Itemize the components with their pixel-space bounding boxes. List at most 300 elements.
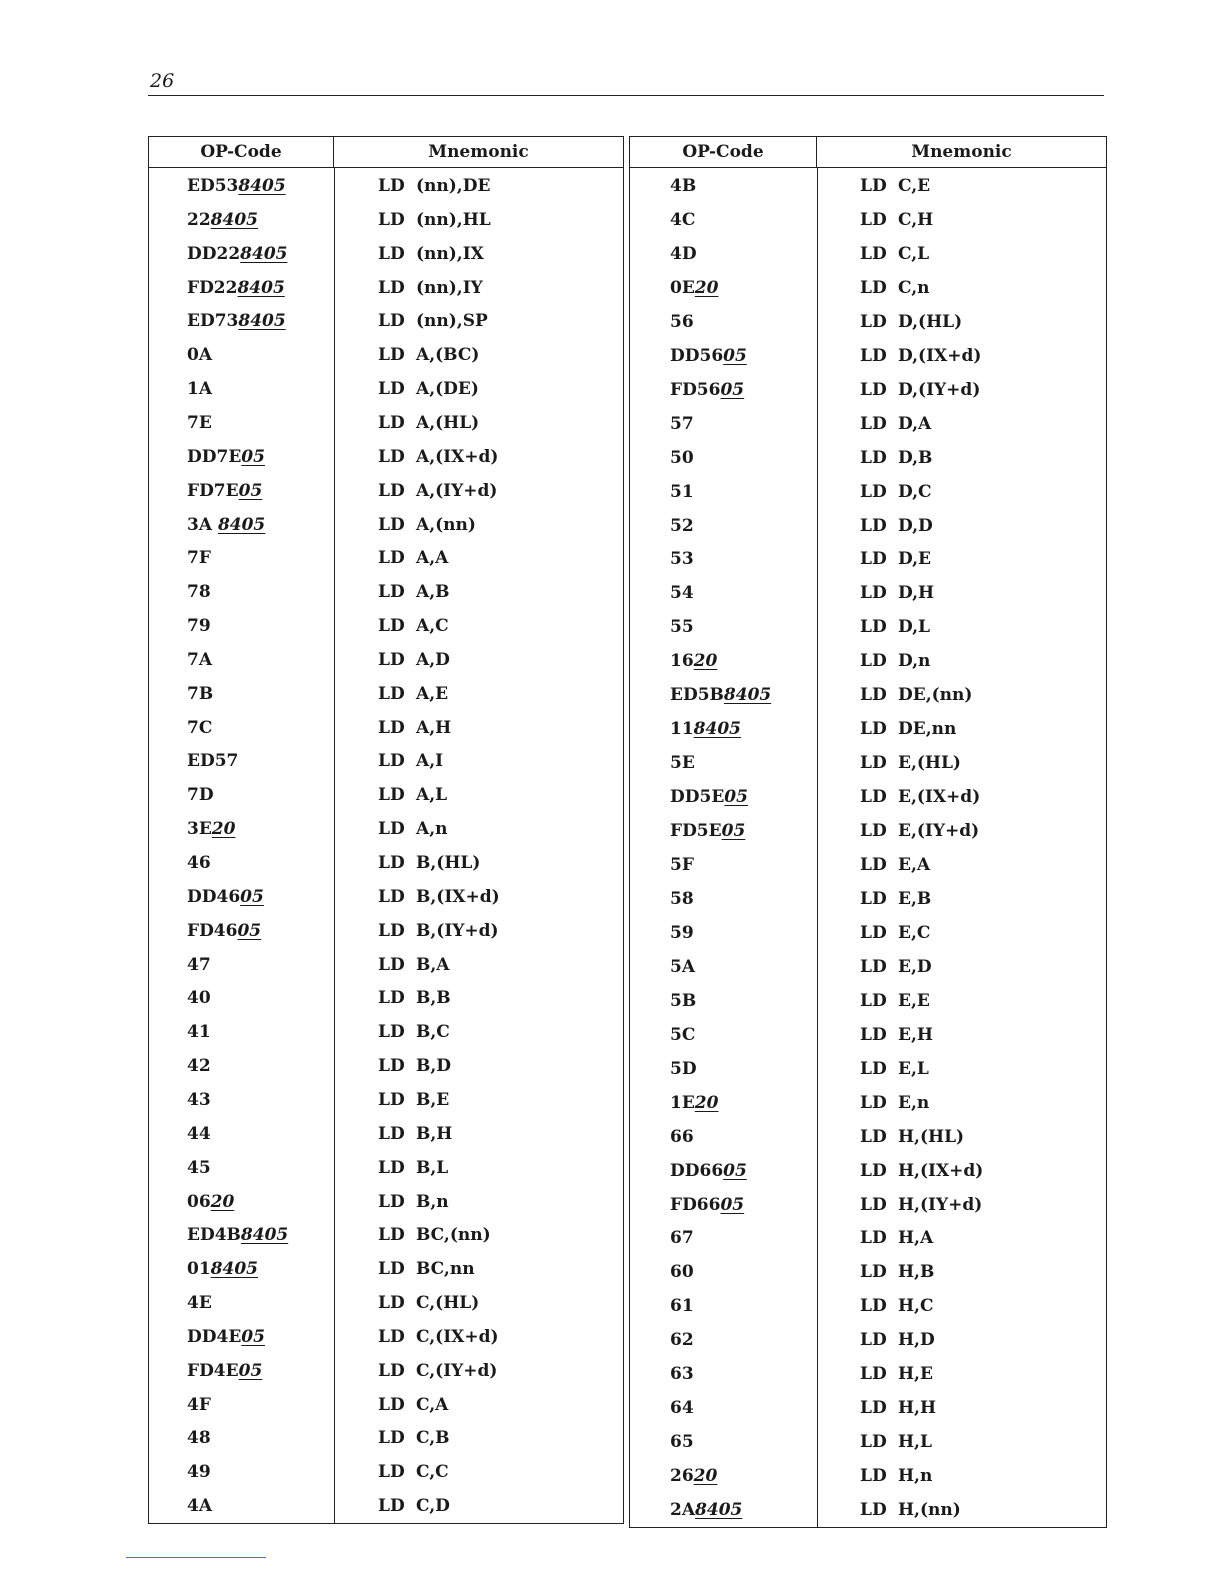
- mnemonic-operands: D,n: [898, 651, 931, 672]
- opcode-cell: [187, 1124, 211, 1144]
- mnemonic-operands: (nn),SP: [416, 311, 488, 332]
- mnemonic-cell: [860, 685, 972, 705]
- opcode-cell: [187, 684, 213, 704]
- mnemonic-operands: B,C: [416, 1022, 450, 1043]
- mnemonic-instruction: LD: [860, 1024, 887, 1045]
- table-row: [149, 304, 623, 338]
- mnemonic-cell: [860, 991, 930, 1011]
- mnemonic-operands: E,A: [898, 855, 931, 875]
- opcode-base: FD56: [670, 379, 721, 400]
- mnemonic-instruction: LD: [378, 1259, 405, 1280]
- mnemonic-instruction: LD: [378, 480, 405, 501]
- opcode-base: 51: [670, 481, 694, 502]
- mnemonic-instruction: LD: [378, 683, 405, 704]
- opcode-cell: [187, 853, 211, 873]
- mnemonic-instruction: LD: [378, 1123, 405, 1144]
- opcode-base: 55: [670, 617, 694, 638]
- mnemonic-operands: D,C: [898, 481, 932, 502]
- table-row: [630, 576, 1106, 610]
- opcode-operand: 8405: [238, 311, 286, 332]
- opcode-base: 41: [187, 1022, 211, 1043]
- mnemonic-instruction: LD: [860, 855, 887, 875]
- opcode-base: 78: [187, 582, 211, 603]
- table-row: [149, 1354, 623, 1388]
- mnemonic-operands: B,(HL): [416, 853, 481, 873]
- table-row: [149, 271, 623, 305]
- opcode-cell: [187, 616, 211, 636]
- mnemonic-cell: [860, 176, 930, 196]
- mnemonic-cell: [378, 176, 490, 196]
- table-row: [630, 678, 1106, 712]
- mnemonic-instruction: LD: [860, 922, 887, 943]
- table-row: [149, 643, 623, 677]
- mnemonic-instruction: LD: [378, 1191, 405, 1212]
- opcode-cell: [670, 380, 744, 400]
- mnemonic-cell: [860, 346, 981, 366]
- mnemonic-instruction: LD: [860, 1262, 887, 1283]
- mnemonic-operands: D,D: [898, 515, 933, 536]
- opcode-cell: [670, 414, 694, 434]
- mnemonic-cell: [378, 988, 451, 1008]
- header-mnemonic: Mnemonic: [428, 142, 529, 162]
- opcode-operand: 05: [724, 787, 748, 808]
- mnemonic-cell: [860, 1127, 964, 1147]
- table-row: [149, 372, 623, 406]
- opcode-cell: [670, 176, 696, 196]
- opcode-base: 0E: [670, 277, 695, 298]
- opcode-cell: [187, 1192, 234, 1212]
- opcode-cell: [670, 1466, 717, 1486]
- opcode-cell: [187, 1056, 211, 1076]
- table-row: [630, 373, 1106, 407]
- table-row: [630, 1154, 1106, 1188]
- opcode-cell: [187, 1428, 211, 1448]
- mnemonic-cell: [860, 753, 961, 773]
- mnemonic-instruction: LD: [860, 176, 887, 196]
- mnemonic-instruction: LD: [860, 787, 887, 808]
- opcode-base: 3A: [187, 514, 218, 535]
- opcode-base: 63: [670, 1364, 694, 1385]
- table-row: [149, 744, 623, 778]
- mnemonic-operands: H,n: [898, 1466, 933, 1487]
- mnemonic-cell: [860, 821, 979, 841]
- mnemonic-instruction: LD: [860, 345, 887, 366]
- mnemonic-operands: (nn),HL: [416, 209, 491, 230]
- opcode-base: 11: [670, 719, 694, 740]
- header-rule: [148, 95, 1104, 96]
- mnemonic-cell: [860, 1228, 933, 1248]
- mnemonic-operands: BC,(nn): [416, 1225, 491, 1246]
- mnemonic-cell: [378, 278, 483, 298]
- opcode-cell: [187, 311, 286, 331]
- opcode-operand: 8405: [210, 209, 258, 230]
- table-row: [630, 441, 1106, 475]
- mnemonic-cell: [378, 1022, 450, 1042]
- mnemonic-instruction: LD: [378, 1360, 405, 1381]
- opcode-base: DD56: [670, 345, 724, 366]
- table-row: [149, 203, 623, 237]
- opcode-base: 5D: [670, 1058, 697, 1079]
- mnemonic-operands: A,H: [416, 717, 452, 738]
- opcode-base: 5C: [670, 1024, 696, 1045]
- opcode-cell: [187, 1293, 212, 1313]
- mnemonic-instruction: LD: [860, 277, 887, 298]
- opcode-operand: 20: [210, 1191, 235, 1212]
- mnemonic-instruction: LD: [860, 379, 887, 400]
- mnemonic-operands: D,E: [898, 549, 932, 570]
- opcode-base: DD22: [187, 243, 241, 264]
- table-row: [630, 509, 1106, 543]
- table-row: [149, 1083, 623, 1117]
- opcode-operand: 05: [241, 446, 265, 467]
- mnemonic-instruction: LD: [860, 1466, 887, 1487]
- opcode-cell: [187, 379, 212, 399]
- header-opcode: OP-Code: [630, 137, 817, 167]
- opcode-base: 61: [670, 1296, 694, 1317]
- mnemonic-operands: C,(IX+d): [416, 1326, 499, 1347]
- opcode-base: 3E: [187, 819, 212, 840]
- mnemonic-operands: D,B: [898, 447, 933, 468]
- opcode-base: 67: [670, 1228, 694, 1249]
- opcode-base: FD46: [187, 920, 238, 941]
- opcode-base: DD4E: [187, 1326, 242, 1347]
- opcode-cell: [187, 1395, 211, 1415]
- mnemonic-cell: [378, 1361, 497, 1381]
- table-row: [630, 1493, 1106, 1527]
- table-row: [630, 1357, 1106, 1391]
- table-row: [149, 981, 623, 1015]
- mnemonic-instruction: LD: [860, 1228, 887, 1249]
- table-header: [149, 137, 623, 168]
- opcode-base: 22: [187, 209, 211, 230]
- opcode-cell: [670, 957, 695, 977]
- mnemonic-instruction: LD: [378, 1326, 405, 1347]
- opcode-base: 57: [670, 413, 694, 434]
- table-row: [630, 814, 1106, 848]
- mnemonic-operands: B,D: [416, 1056, 452, 1077]
- mnemonic-instruction: LD: [860, 1500, 887, 1521]
- table-row: [630, 1289, 1106, 1323]
- mnemonic-instruction: LD: [378, 1462, 405, 1483]
- mnemonic-operands: C,E: [898, 176, 931, 196]
- table-row: [630, 339, 1106, 373]
- mnemonic-instruction: LD: [860, 243, 887, 264]
- opcode-base: 7B: [187, 683, 214, 704]
- mnemonic-operands: E,B: [898, 888, 932, 909]
- opcode-cell: [187, 887, 264, 907]
- table-row: [149, 1049, 623, 1083]
- opcode-cell: [670, 516, 694, 536]
- mnemonic-instruction: LD: [860, 515, 887, 536]
- page-number: 26: [150, 70, 175, 92]
- mnemonic-instruction: LD: [860, 209, 887, 230]
- opcode-base: 7E: [187, 412, 212, 433]
- mnemonic-instruction: LD: [860, 990, 887, 1011]
- mnemonic-instruction: LD: [860, 956, 887, 977]
- mnemonic-operands: E,L: [898, 1058, 929, 1079]
- opcode-operand: 05: [240, 886, 264, 907]
- opcode-base: 5B: [670, 990, 697, 1011]
- opcode-base: 45: [187, 1157, 211, 1178]
- mnemonic-cell: [860, 278, 930, 298]
- opcode-operand: 05: [241, 1326, 265, 1347]
- opcode-base: 5A: [670, 956, 696, 977]
- opcode-cell: [670, 685, 771, 705]
- opcode-cell: [187, 176, 286, 196]
- mnemonic-instruction: LD: [378, 988, 405, 1009]
- opcode-base: ED57: [187, 751, 239, 772]
- mnemonic-cell: [378, 244, 484, 264]
- table-row: [630, 950, 1106, 984]
- mnemonic-cell: [378, 1056, 451, 1076]
- opcode-base: ED5B: [670, 685, 724, 706]
- mnemonic-operands: E,(HL): [898, 753, 961, 774]
- opcode-base: 26: [670, 1466, 694, 1487]
- opcode-operand: 8405: [238, 176, 286, 196]
- table-row: [149, 1388, 623, 1422]
- opcode-cell: [187, 1158, 211, 1178]
- header-mnemonic: Mnemonic: [911, 142, 1012, 162]
- opcode-cell: [187, 1259, 258, 1279]
- opcode-base: 5E: [670, 753, 695, 774]
- mnemonic-operands: E,C: [898, 922, 931, 943]
- mnemonic-cell: [860, 889, 931, 909]
- opcode-cell: [187, 345, 212, 365]
- opcode-cell: [187, 650, 212, 670]
- mnemonic-instruction: LD: [860, 617, 887, 638]
- mnemonic-instruction: LD: [860, 413, 887, 434]
- mnemonic-operands: C,D: [416, 1496, 450, 1517]
- mnemonic-operands: H,(IY+d): [898, 1194, 983, 1215]
- table-row: [149, 914, 623, 948]
- table-row: [149, 1286, 623, 1320]
- mnemonic-instruction: LD: [378, 412, 405, 433]
- mnemonic-cell: [860, 1025, 933, 1045]
- opcode-base: 62: [670, 1330, 694, 1351]
- opcode-base: 52: [670, 515, 694, 536]
- mnemonic-cell: [378, 582, 449, 602]
- mnemonic-instruction: LD: [860, 1296, 887, 1317]
- mnemonic-operands: DE,nn: [898, 719, 957, 740]
- mnemonic-instruction: LD: [860, 481, 887, 502]
- mnemonic-cell: [378, 210, 491, 230]
- opcode-base: 7C: [187, 717, 213, 738]
- opcode-base: 1A: [187, 379, 213, 400]
- mnemonic-operands: H,E: [898, 1364, 933, 1385]
- opcode-operand: 05: [237, 920, 262, 941]
- mnemonic-cell: [378, 887, 500, 907]
- mnemonic-cell: [860, 414, 931, 434]
- mnemonic-instruction: LD: [378, 853, 405, 873]
- mnemonic-instruction: LD: [860, 1364, 887, 1385]
- opcode-operand: 20: [694, 1092, 719, 1113]
- opcode-operand: 20: [693, 651, 718, 672]
- table-row: [149, 440, 623, 474]
- opcode-cell: [187, 988, 211, 1008]
- mnemonic-operands: A,(nn): [416, 514, 476, 535]
- mnemonic-cell: [860, 957, 932, 977]
- opcode-base: 79: [187, 616, 211, 637]
- mnemonic-operands: A,(IY+d): [416, 480, 498, 501]
- opcode-operand: 8405: [240, 1225, 289, 1246]
- mnemonic-operands: A,A: [416, 548, 449, 569]
- mnemonic-operands: D,(HL): [898, 311, 963, 332]
- opcode-cell: [670, 1059, 697, 1079]
- mnemonic-cell: [860, 1093, 929, 1113]
- opcode-cell: [670, 651, 717, 671]
- opcode-cell: [187, 921, 261, 941]
- mnemonic-cell: [860, 1161, 983, 1181]
- mnemonic-operands: A,n: [416, 819, 448, 840]
- table-row: [630, 475, 1106, 509]
- mnemonic-instruction: LD: [378, 1022, 405, 1043]
- mnemonic-cell: [378, 345, 479, 365]
- mnemonic-instruction: LD: [860, 1398, 887, 1419]
- mnemonic-operands: H,(IX+d): [898, 1160, 984, 1181]
- mnemonic-instruction: LD: [378, 1157, 405, 1178]
- table-row: [630, 1255, 1106, 1289]
- opcode-cell: [670, 923, 694, 943]
- opcode-cell: [187, 210, 258, 230]
- opcode-base: 4C: [670, 209, 696, 230]
- opcode-cell: [670, 346, 747, 366]
- mnemonic-cell: [378, 1293, 479, 1313]
- mnemonic-instruction: LD: [860, 1160, 887, 1181]
- table-row: [149, 338, 623, 372]
- table-body: [149, 168, 623, 1523]
- mnemonic-cell: [860, 448, 932, 468]
- opcode-cell: [187, 718, 212, 738]
- mnemonic-instruction: LD: [860, 549, 887, 570]
- table-row: [630, 882, 1106, 916]
- opcode-cell: [187, 278, 285, 298]
- mnemonic-cell: [860, 1262, 934, 1282]
- mnemonic-operands: B,A: [416, 954, 450, 975]
- opcode-cell: [187, 548, 211, 568]
- mnemonic-operands: D,H: [898, 583, 935, 604]
- mnemonic-operands: C,B: [416, 1428, 450, 1449]
- mnemonic-cell: [860, 210, 933, 230]
- table-body: [630, 168, 1106, 1527]
- mnemonic-instruction: LD: [378, 446, 405, 467]
- table-row: [149, 508, 623, 542]
- opcode-base: 50: [670, 447, 694, 468]
- mnemonic-operands: H,(nn): [898, 1500, 961, 1521]
- table-row: [630, 712, 1106, 746]
- mnemonic-instruction: LD: [378, 886, 405, 907]
- table-row: [630, 848, 1106, 882]
- opcode-operand: 05: [723, 1160, 747, 1181]
- table-row: [149, 880, 623, 914]
- table-row: [149, 237, 623, 271]
- mnemonic-operands: H,D: [898, 1330, 935, 1351]
- opcode-operand: 20: [693, 1466, 718, 1487]
- table-row: [630, 305, 1106, 339]
- mnemonic-instruction: LD: [378, 345, 405, 366]
- mnemonic-cell: [860, 617, 930, 637]
- mnemonic-instruction: LD: [378, 243, 405, 264]
- table-row: [149, 609, 623, 643]
- opcode-cell: [670, 821, 745, 841]
- opcode-base: 60: [670, 1262, 694, 1283]
- opcode-base: 4B: [670, 176, 697, 196]
- opcode-base: 5F: [670, 855, 694, 875]
- table-row: [630, 1425, 1106, 1459]
- opcode-base: DD7E: [187, 446, 242, 467]
- mnemonic-instruction: LD: [378, 548, 405, 569]
- opcode-base: 46: [187, 853, 211, 873]
- opcode-cell: [187, 955, 211, 975]
- mnemonic-operands: C,H: [898, 209, 934, 230]
- mnemonic-operands: C,C: [416, 1462, 449, 1483]
- opcode-table-right: [629, 136, 1107, 1528]
- opcode-base: 06: [187, 1191, 211, 1212]
- mnemonic-cell: [378, 819, 447, 839]
- opcode-cell: [187, 1361, 262, 1381]
- opcode-operand: 05: [238, 480, 263, 501]
- table-row: [149, 1185, 623, 1219]
- table-row: [630, 1086, 1106, 1120]
- mnemonic-cell: [378, 447, 498, 467]
- opcode-base: 56: [670, 311, 694, 332]
- opcode-base: FD4E: [187, 1360, 239, 1381]
- opcode-cell: [670, 312, 694, 332]
- mnemonic-cell: [860, 482, 932, 502]
- table-row: [630, 1120, 1106, 1154]
- opcode-cell: [670, 1296, 694, 1316]
- mnemonic-operands: B,(IY+d): [416, 920, 499, 941]
- opcode-operand: 8405: [240, 243, 288, 264]
- mnemonic-instruction: LD: [378, 209, 405, 230]
- mnemonic-instruction: LD: [860, 888, 887, 909]
- mnemonic-operands: (nn),IY: [416, 277, 483, 298]
- mnemonic-operands: A,(HL): [416, 412, 480, 433]
- mnemonic-instruction: LD: [378, 920, 405, 941]
- mnemonic-cell: [378, 650, 450, 670]
- opcode-base: 2A: [670, 1500, 696, 1521]
- mnemonic-instruction: LD: [860, 821, 887, 842]
- mnemonic-operands: A,D: [416, 649, 450, 670]
- opcode-cell: [187, 1496, 212, 1516]
- opcode-base: FD66: [670, 1194, 721, 1215]
- opcode-cell: [670, 1025, 695, 1045]
- mnemonic-operands: C,(HL): [416, 1293, 480, 1314]
- mnemonic-instruction: LD: [860, 1330, 887, 1351]
- table-row: [630, 1323, 1106, 1357]
- opcode-base: 40: [187, 988, 211, 1009]
- opcode-base: 47: [187, 954, 211, 975]
- table-row: [149, 1455, 623, 1489]
- mnemonic-operands: B,(IX+d): [416, 886, 500, 907]
- opcode-base: DD5E: [670, 787, 725, 808]
- table-row: [630, 746, 1106, 780]
- opcode-cell: [187, 481, 262, 501]
- mnemonic-operands: H,(HL): [898, 1126, 965, 1147]
- mnemonic-cell: [378, 1259, 475, 1279]
- mnemonic-instruction: LD: [378, 954, 405, 975]
- opcode-base: 7F: [187, 548, 211, 569]
- table-row: [149, 711, 623, 745]
- mnemonic-cell: [860, 1330, 935, 1350]
- mnemonic-cell: [378, 1395, 448, 1415]
- mnemonic-operands: D,L: [898, 617, 931, 638]
- opcode-cell: [670, 244, 697, 264]
- opcode-operand: 05: [721, 821, 746, 842]
- mnemonic-instruction: LD: [378, 176, 405, 196]
- mnemonic-operands: E,n: [898, 1092, 930, 1113]
- table-row: [630, 984, 1106, 1018]
- mnemonic-cell: [378, 1090, 449, 1110]
